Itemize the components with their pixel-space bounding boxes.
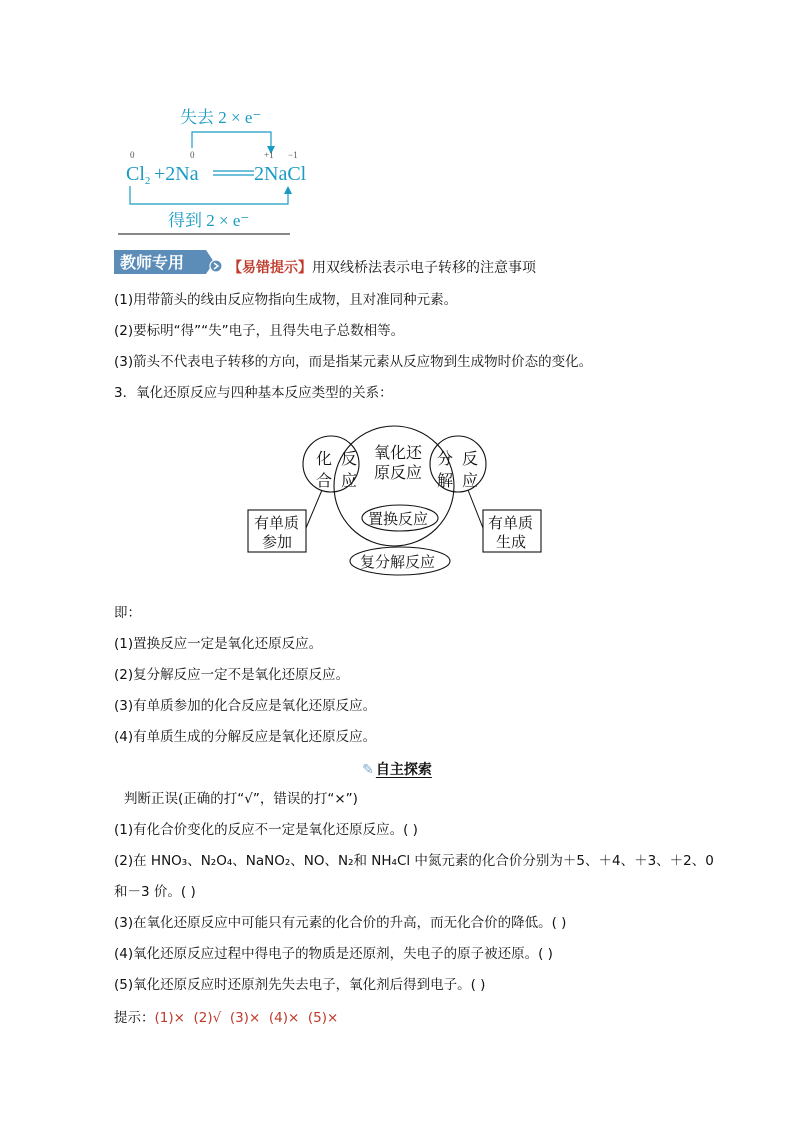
reactant-na: +2Na <box>154 163 199 185</box>
left-connector <box>306 490 322 528</box>
decomposition-char-4: 应 <box>462 471 479 490</box>
right-box-line1: 有单质 <box>488 514 534 532</box>
conclusion-2: (2)复分解反应一定不是氧化还原反应。 <box>114 667 350 683</box>
top-bridge-line <box>192 132 271 150</box>
question-3: (3)在氧化还原反应中可能只有元素的化合价的升高，而无化合价的降低。( ) <box>114 915 567 931</box>
point-3-heading: 3．氧化还原反应与四种基本反应类型的关系： <box>114 385 393 401</box>
teacher-only-badge <box>114 250 224 274</box>
right-connector <box>468 490 483 528</box>
error-tip-tag: 【易错提示】 <box>228 260 312 276</box>
question-2: (2)在 HNO₃、N₂O₄、NaNO₂、NO、N₂和 NH₄Cl 中氮元素的化合价分别为＋5、＋4、＋3、＋2、0 <box>114 853 714 869</box>
decomposition-char-3: 反 <box>462 449 479 468</box>
note-3: (3)箭头不代表电子转移的方向，而是指某元素从反应物到生成物时价态的变化。 <box>114 354 593 370</box>
lose-electron-label: 失去 2 × e⁻ <box>180 108 262 127</box>
combination-char-4: 应 <box>341 471 358 490</box>
product-nacl: 2NaCl <box>254 163 307 185</box>
double-decomposition-label: 复分解反应 <box>360 553 436 571</box>
teacher-badge-text: 教师专用 <box>120 253 185 272</box>
conclusion-4: (4)有单质生成的分解反应是氧化还原反应。 <box>114 729 377 745</box>
displacement-label: 置换反应 <box>368 510 429 528</box>
conclusion-3: (3)有单质参加的化合反应是氧化还原反应。 <box>114 698 377 714</box>
ox-state-cl-left: 0 <box>130 150 135 160</box>
hint-answers: (1)× (2)√ (3)× (4)× (5)× <box>154 1010 339 1026</box>
right-box-line2: 生成 <box>496 533 527 551</box>
ox-state-na-right: +1 <box>264 150 274 160</box>
ji-label: 即： <box>114 605 141 621</box>
combination-char-1: 化 <box>316 449 333 468</box>
double-bridge-formula <box>118 100 318 235</box>
hints-line <box>114 1008 338 1028</box>
combination-char-2: 合 <box>316 471 333 490</box>
reactant-cl2: $Cl_2$ <box>126 163 151 187</box>
note-1: (1)用带箭头的线由反应物指向生成物，且对准同种元素。 <box>114 292 458 308</box>
left-box-line1: 有单质 <box>254 514 300 532</box>
error-tip-title: 用双线桥法表示电子转移的注意事项 <box>312 260 536 276</box>
left-box-line2: 参加 <box>262 533 293 551</box>
question-1: (1)有化合价变化的反应不一定是氧化还原反应。( ) <box>114 822 418 838</box>
judge-intro: 判断正误(正确的打“√”，错误的打“×”) <box>124 791 358 807</box>
redox-label-line1: 氧化还 <box>374 443 423 462</box>
question-5: (5)氧化还原反应时还原剂先失去电子，氧化剂后得到电子。( ) <box>114 977 486 993</box>
combination-char-3: 反 <box>341 449 358 468</box>
conclusion-1: (1)置换反应一定是氧化还原反应。 <box>114 636 323 652</box>
question-4: (4)氧化还原反应过程中得电子的物质是还原剂，失电子的原子被还原。( ) <box>114 946 553 962</box>
ox-state-cl-right: −1 <box>288 150 298 160</box>
ox-state-na-left: 0 <box>190 150 195 160</box>
formula-svg <box>118 100 318 235</box>
redox-label-line2: 原反应 <box>374 463 423 482</box>
section-title <box>0 759 794 779</box>
pen-icon: ✎ <box>362 762 374 778</box>
decomposition-char-2: 解 <box>437 471 454 490</box>
hint-label: 提示： <box>114 1010 155 1026</box>
question-2-cont: 和－3 价。( ) <box>114 884 196 900</box>
gain-electron-label: 得到 2 × e⁻ <box>168 211 250 230</box>
error-tip-heading <box>228 258 536 278</box>
reaction-type-venn-diagram <box>246 418 546 583</box>
bottom-bridge-arrow <box>284 186 292 194</box>
bottom-bridge-line <box>130 186 288 204</box>
section-title-text: 自主探索 <box>375 762 432 778</box>
note-2: (2)要标明“得”“失”电子，且得失电子总数相等。 <box>114 323 405 339</box>
decomposition-char-1: 分 <box>437 449 454 468</box>
